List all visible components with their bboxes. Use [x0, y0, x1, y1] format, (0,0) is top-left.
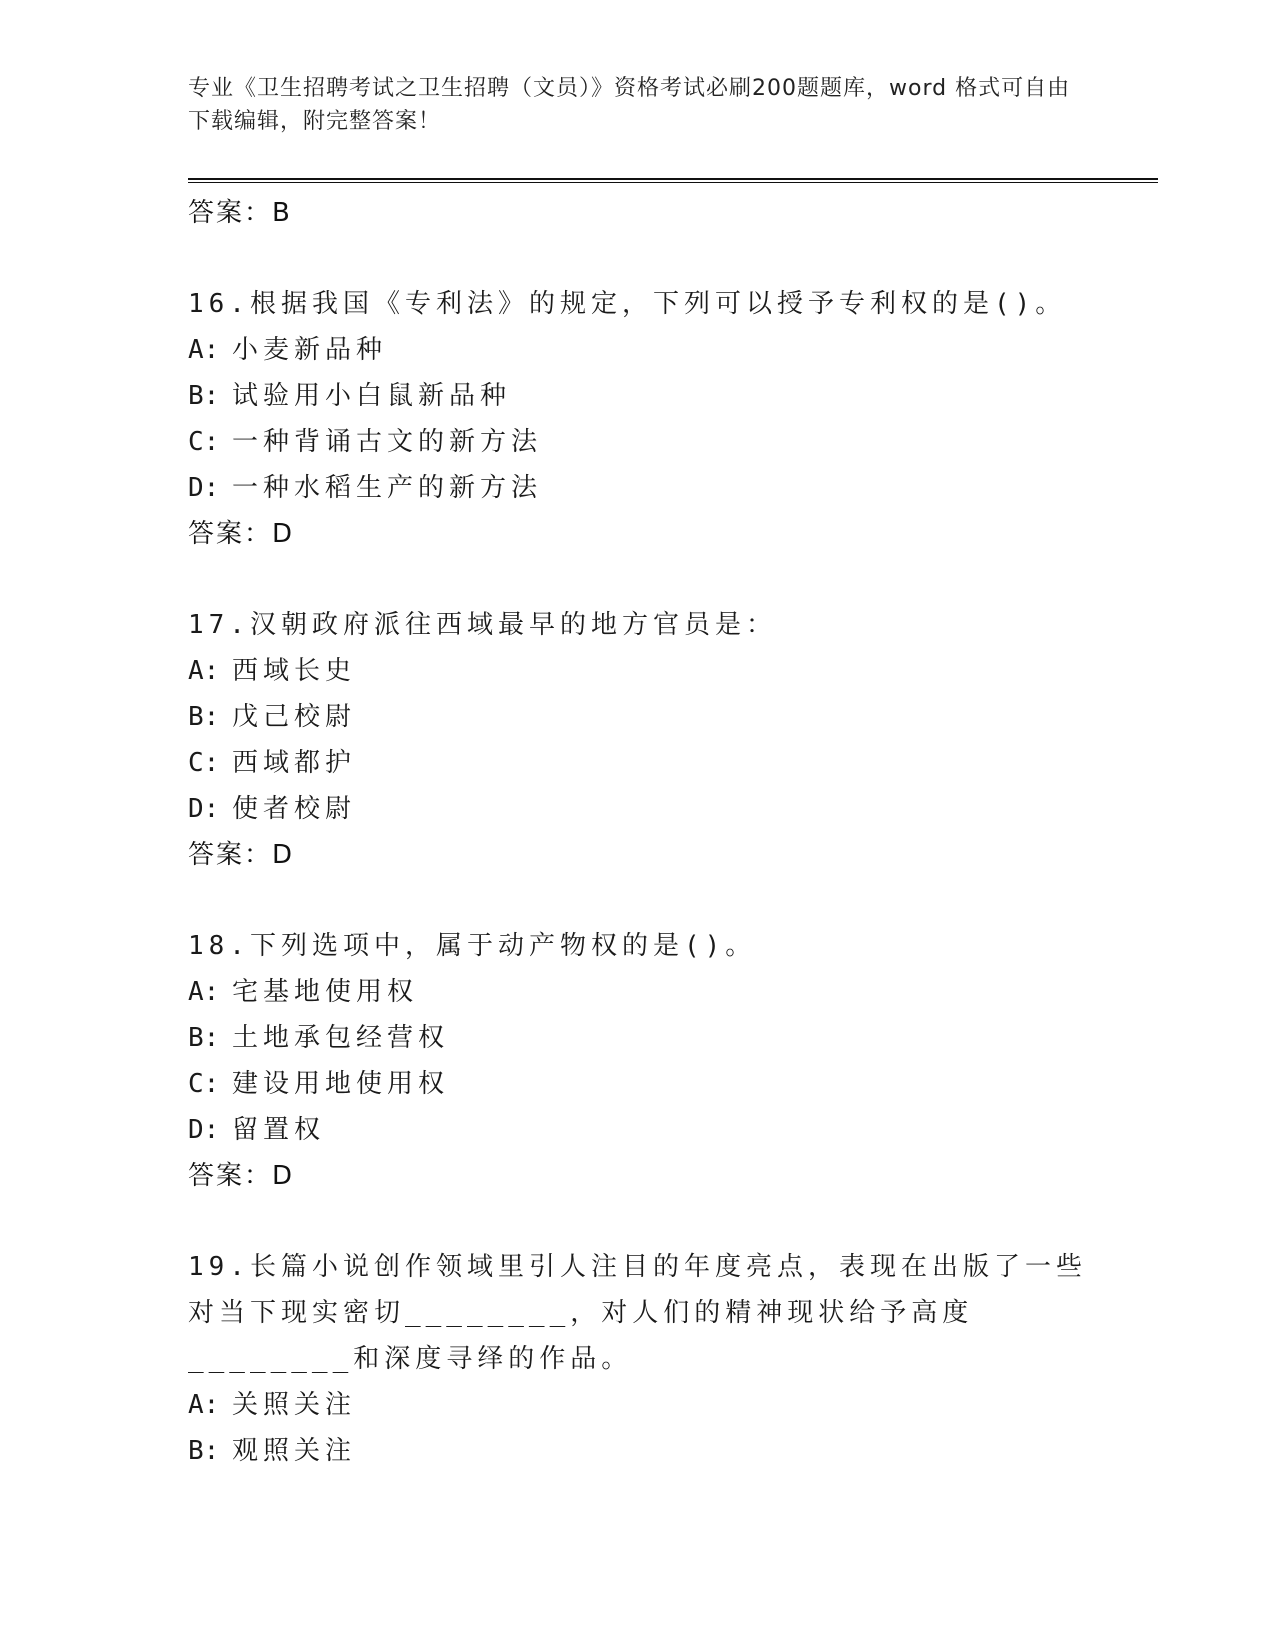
option-text: 一种背诵古文的新方法 [232, 427, 543, 457]
option-c [188, 1061, 1088, 1107]
answer-line: 答案：D [188, 519, 295, 549]
option-b [188, 1015, 1088, 1061]
option-a [188, 327, 1088, 373]
option-letter: A: [188, 977, 220, 1007]
question-stem: 16.根据我国《专利法》的规定，下列可以授予专利权的是()。 [188, 289, 1067, 319]
option-text: 一种水稻生产的新方法 [232, 473, 543, 503]
page-header: 专业《卫生招聘考试之卫生招聘（文员）》资格考试必刷200题题库，word 格式可自由下载编辑，附完整答案！ [188, 76, 1071, 134]
option-letter: C: [188, 427, 220, 457]
option-list [188, 969, 1088, 1153]
option-letter: D: [188, 1115, 220, 1145]
option-text: 西域都护 [232, 748, 357, 778]
option-c [188, 419, 1088, 465]
option-letter: A: [188, 1390, 220, 1420]
option-text: 建设用地使用权 [232, 1069, 450, 1099]
option-letter: D: [188, 473, 220, 503]
question-16 [188, 281, 1088, 557]
option-text: 使者校尉 [232, 794, 357, 824]
option-text: 宅基地使用权 [232, 977, 419, 1007]
answer-line: 答案：D [188, 840, 295, 870]
question-stem: 18.下列选项中，属于动产物权的是()。 [188, 931, 757, 961]
option-text: 小麦新品种 [232, 335, 388, 365]
question-stem: 19.长篇小说创作领域里引人注目的年度亮点，表现在出版了一些对当下现实密切________，对人们的精神现状给予高度________和深度寻绎的作品。 [188, 1252, 1087, 1374]
option-letter: B: [188, 381, 220, 411]
option-list [188, 1382, 1088, 1474]
option-letter: A: [188, 335, 220, 365]
option-a [188, 648, 1088, 694]
option-text: 戊己校尉 [232, 702, 357, 732]
option-letter: D: [188, 794, 220, 824]
option-d [188, 465, 1088, 511]
question-17 [188, 602, 1088, 878]
option-letter: A: [188, 656, 220, 686]
option-text: 关照关注 [232, 1390, 357, 1420]
question-18 [188, 923, 1088, 1199]
option-c [188, 740, 1088, 786]
option-text: 土地承包经营权 [232, 1023, 450, 1053]
option-letter: B: [188, 702, 220, 732]
option-b [188, 1428, 1088, 1474]
option-b [188, 373, 1088, 419]
option-list [188, 327, 1088, 511]
option-text: 留置权 [232, 1115, 326, 1145]
question-19 [188, 1244, 1088, 1474]
option-letter: C: [188, 1069, 220, 1099]
option-list [188, 648, 1088, 832]
option-letter: B: [188, 1436, 220, 1466]
option-text: 观照关注 [232, 1436, 357, 1466]
option-d [188, 1107, 1088, 1153]
answer-line: 答案：D [188, 1161, 295, 1191]
header-divider [188, 178, 1158, 183]
option-a [188, 1382, 1088, 1428]
option-letter: C: [188, 748, 220, 778]
document-body [188, 190, 1088, 1519]
option-b [188, 694, 1088, 740]
answer-line: 答案：B [188, 198, 292, 228]
question-stem: 17.汉朝政府派往西域最早的地方官员是： [188, 610, 777, 640]
option-letter: B: [188, 1023, 220, 1053]
option-text: 试验用小白鼠新品种 [232, 381, 512, 411]
option-d [188, 786, 1088, 832]
option-text: 西域长史 [232, 656, 357, 686]
option-a [188, 969, 1088, 1015]
